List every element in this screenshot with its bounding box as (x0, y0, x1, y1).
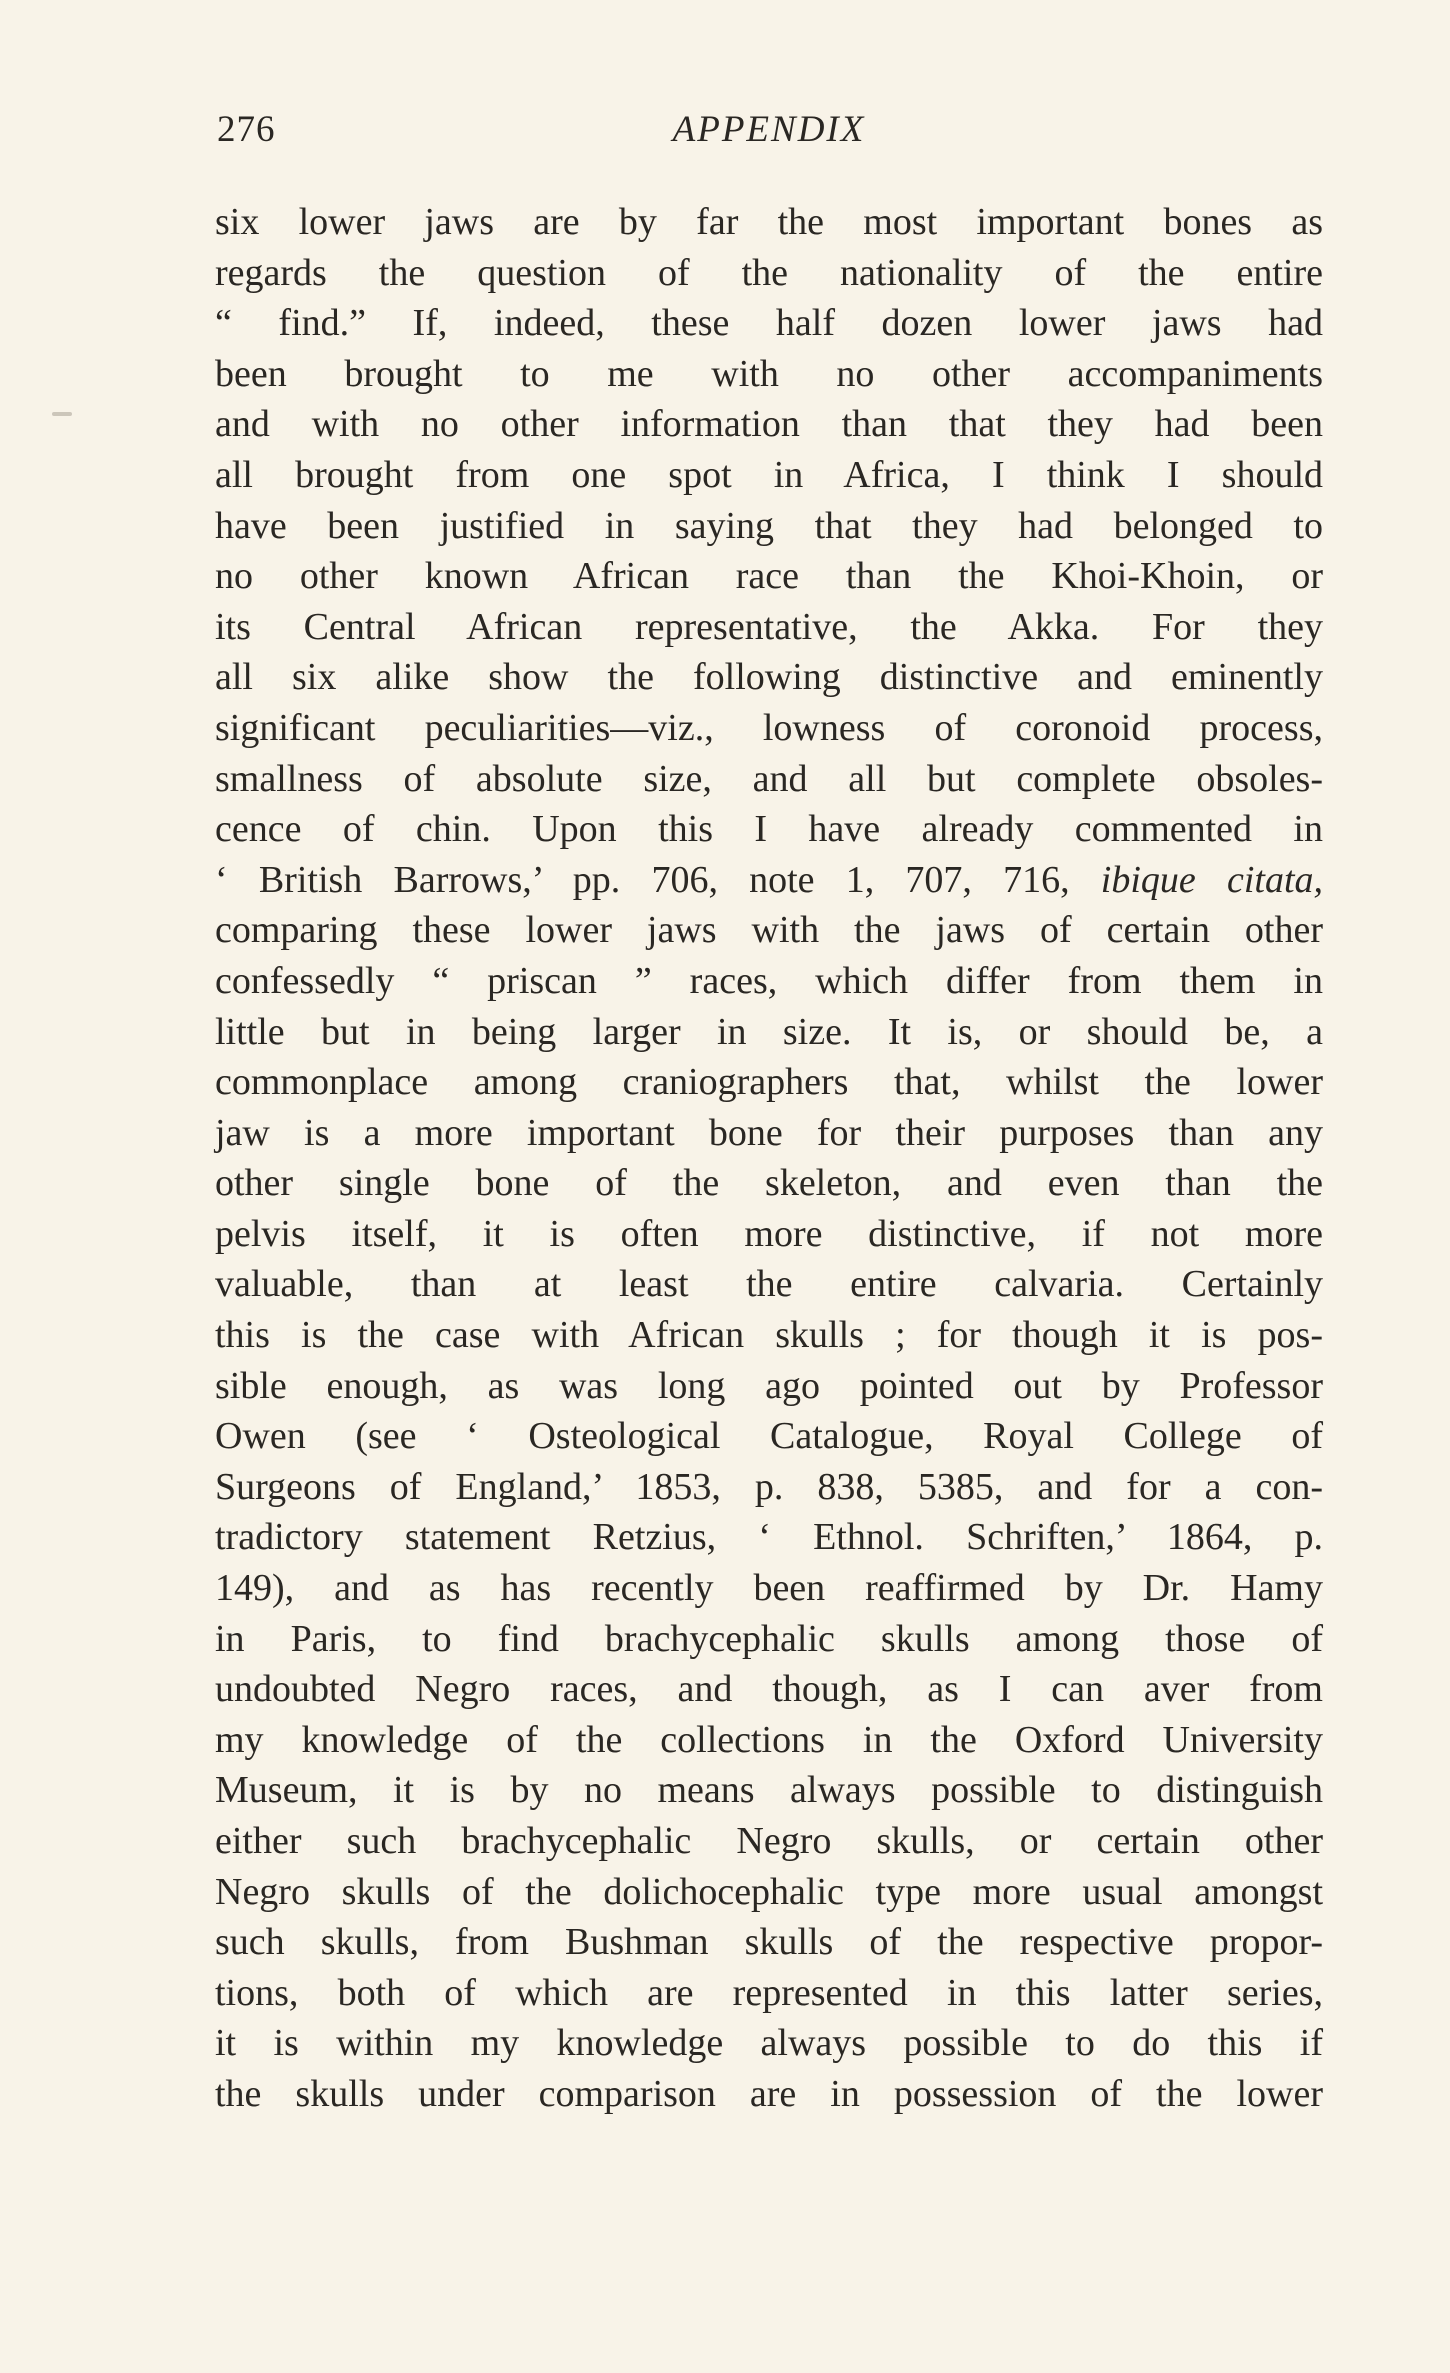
text-line: 149), and as has recently been reaffirmed by Dr. Hamy (215, 1567, 1323, 1610)
text-line: have been justified in saying that they had belonged to (215, 504, 1323, 547)
text-line: pelvis itself, it is often more distinctive, if not more (215, 1212, 1323, 1255)
text-line: all brought from one spot in Africa, I think I should (215, 453, 1323, 496)
page-header (215, 108, 1323, 158)
margin-mark (52, 412, 72, 416)
text-line: tions, both of which are represented in this latter series, (215, 1971, 1323, 2014)
text-line: and with no other information than that they had been (215, 403, 1323, 446)
body-text (215, 197, 1323, 2120)
text-line: tradictory statement Retzius, ‘ Ethnol. Schriften,’ 1864, p. (215, 1516, 1323, 1559)
text-line: it is within my knowledge always possible to do this if (215, 2022, 1323, 2065)
text-line: commonplace among craniographers that, whilst the lower (215, 1061, 1323, 1104)
text-line: the skulls under comparison are in possession of the lower (215, 2072, 1323, 2115)
text-line: either such brachycephalic Negro skulls, or certain other (215, 1820, 1323, 1862)
text-line: significant peculiarities—viz., lowness of coronoid process, (215, 706, 1323, 749)
text-line: valuable, than at least the entire calvaria. Certainly (215, 1263, 1323, 1306)
text-line: little but in being larger in size. It is, or should be, a (215, 1010, 1323, 1053)
text-line: confessedly “ priscan ” races, which differ from them in (215, 959, 1323, 1002)
text-line: smallness of absolute size, and all but complete obsoles- (215, 757, 1323, 800)
text-line: my knowledge of the collections in the Oxford University (215, 1718, 1323, 1761)
text-line: such skulls, from Bushman skulls of the respective propor- (215, 1921, 1323, 1964)
text-line: Owen (see ‘ Osteological Catalogue, Royal College of (215, 1415, 1323, 1458)
text-line: cence of chin. Upon this I have already commented in (215, 808, 1323, 851)
running-head: APPENDIX (672, 109, 866, 150)
text-line: sible enough, as was long ago pointed out by Professor (215, 1364, 1323, 1407)
text-line: Surgeons of England,’ 1853, p. 838, 5385, and for a con- (215, 1465, 1323, 1508)
text-line: all six alike show the following distinctive and eminently (215, 656, 1323, 699)
text-line: other single bone of the skeleton, and even than the (215, 1162, 1323, 1205)
text-line: six lower jaws are by far the most important bones as (215, 201, 1323, 243)
text-line: undoubted Negro races, and though, as I can aver from (215, 1668, 1323, 1711)
text-line-roman-part: ‘ British Barrows,’ pp. 706, note 1, 707, 716, (215, 858, 1070, 901)
text-line: Negro skulls of the dolichocephalic type more usual amongst (215, 1870, 1323, 1913)
text-line: its Central African representative, the Akka. For they (215, 605, 1323, 648)
italic-citation: ibique citata, (1100, 858, 1324, 901)
text-line: “ find.” If, indeed, these half dozen lower jaws had (215, 302, 1323, 345)
text-line: Museum, it is by no means always possible to distinguish (215, 1769, 1323, 1812)
page-number: 276 (217, 109, 276, 150)
text-line: jaw is a more important bone for their purposes than any (215, 1111, 1323, 1154)
text-line: in Paris, to find brachycephalic skulls among those of (215, 1617, 1323, 1660)
text-line: regards the question of the nationality of the entire (215, 251, 1323, 294)
text-line: no other known African race than the Khoi-Khoin, or (215, 555, 1323, 598)
text-line: comparing these lower jaws with the jaws of certain other (215, 909, 1323, 952)
text-line: this is the case with African skulls ; for though it is pos- (215, 1314, 1323, 1357)
text-line: been brought to me with no other accompaniments (215, 352, 1323, 395)
text-line-with-italic (215, 855, 1323, 906)
